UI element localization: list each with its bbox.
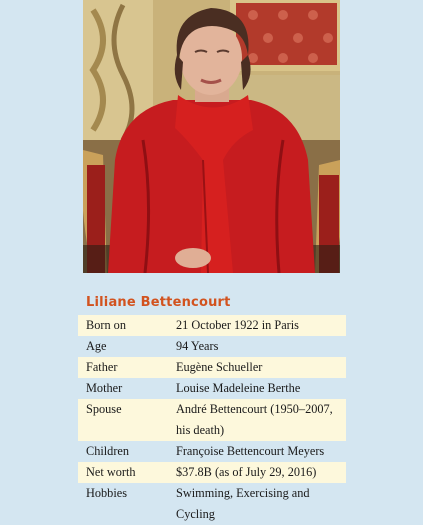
info-row (78, 378, 346, 399)
info-label: Hobbies (78, 483, 176, 525)
info-value: André Bettencourt (1950–2007, his death) (176, 399, 346, 441)
info-label: Father (78, 357, 176, 378)
info-value: Louise Madeleine Berthe (176, 378, 346, 399)
info-row (78, 441, 346, 462)
info-row (78, 399, 346, 441)
info-value: 21 October 1922 in Paris (176, 315, 346, 336)
info-value: Swimming, Exercising and Cycling (176, 483, 346, 525)
person-name: Liliane Bettencourt (86, 295, 231, 310)
info-label: Net worth (78, 462, 176, 483)
info-value: 94 Years (176, 336, 346, 357)
info-row (78, 483, 346, 525)
info-label: Spouse (78, 399, 176, 441)
info-label: Age (78, 336, 176, 357)
info-table (78, 315, 346, 525)
info-label: Born on (78, 315, 176, 336)
info-value: $37.8B (as of July 29, 2016) (176, 462, 346, 483)
info-row (78, 357, 346, 378)
info-row (78, 462, 346, 483)
info-row (78, 336, 346, 357)
info-label: Mother (78, 378, 176, 399)
portrait-photo (83, 0, 340, 273)
info-value: Françoise Bettencourt Meyers (176, 441, 346, 462)
info-row (78, 315, 346, 336)
info-value: Eugène Schueller (176, 357, 346, 378)
info-label: Children (78, 441, 176, 462)
